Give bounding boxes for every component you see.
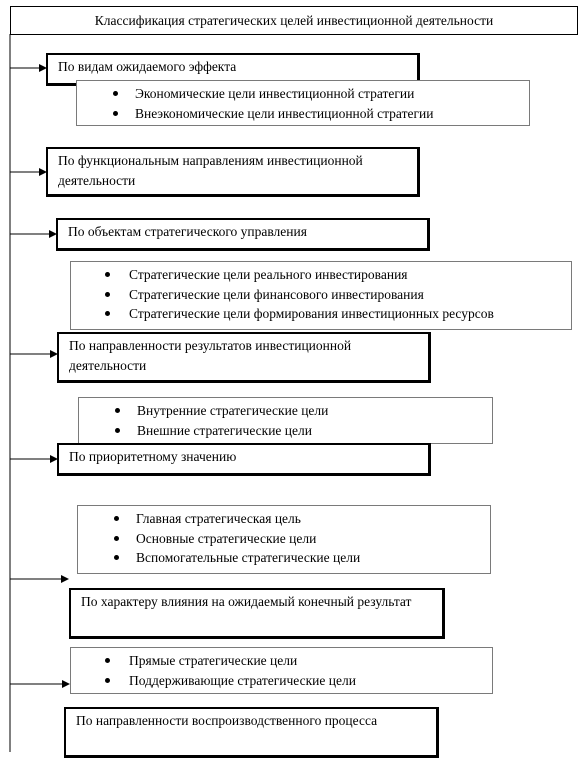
items-box-influence [70, 647, 493, 694]
list-item: Прямые стратегические цели [71, 651, 492, 671]
bullet-icon [114, 555, 119, 560]
list-item: Главная стратегическая цель [78, 509, 490, 529]
bullet-icon [114, 516, 119, 521]
bullet-icon [115, 408, 120, 413]
list-item: Внеэкономические цели инвестиционной стратегии [77, 104, 529, 124]
heading-influence: По характеру влияния на ожидаемый конечный результат [81, 594, 412, 609]
list-item: Экономические цели инвестиционной стратегии [77, 84, 529, 104]
heading-box-functional [46, 147, 420, 197]
heading-box-reproduction [64, 707, 439, 758]
bullet-icon [105, 678, 110, 683]
heading-box-influence [69, 588, 445, 639]
bullet-icon [105, 292, 110, 297]
items-box-effect [76, 80, 530, 126]
list-item: Стратегические цели формирования инвестиционных ресурсов [71, 304, 571, 324]
list-item: Внутренние стратегические цели [79, 401, 492, 421]
heading-priority: По приоритетному значению [69, 449, 237, 464]
heading-objects: По объектам стратегического управления [68, 224, 307, 239]
bullet-icon [105, 272, 110, 277]
heading-reproduction: По направленности воспроизводственного процесса [76, 713, 378, 728]
list-item: Поддерживающие стратегические цели [71, 671, 492, 691]
bullet-icon [115, 428, 120, 433]
heading-box-objects [56, 218, 430, 251]
list-item: Вспомогательные стратегические цели [78, 548, 490, 568]
bullet-icon [113, 91, 118, 96]
heading-box-results [57, 332, 431, 383]
bullet-icon [113, 111, 118, 116]
list-item: Основные стратегические цели [78, 529, 490, 549]
list-item: Стратегические цели реального инвестирования [71, 265, 571, 285]
bullet-icon [105, 658, 110, 663]
heading-functional: По функциональным направлениям инвестиционной деятельности [58, 153, 363, 188]
items-box-priority [77, 505, 491, 574]
list-item: Внешние стратегические цели [79, 421, 492, 441]
items-box-results [78, 397, 493, 444]
bullet-icon [105, 311, 110, 316]
heading-box-priority [57, 443, 431, 476]
diagram-title: Классификация стратегических целей инвестиционной деятельности [10, 6, 578, 35]
heading-results: По направленности результатов инвестиционной деятельности [69, 338, 352, 373]
items-box-objects [70, 261, 572, 330]
heading-effect: По видам ожидаемого эффекта [58, 59, 237, 74]
bullet-icon [114, 536, 119, 541]
list-item: Стратегические цели финансового инвестирования [71, 285, 571, 305]
